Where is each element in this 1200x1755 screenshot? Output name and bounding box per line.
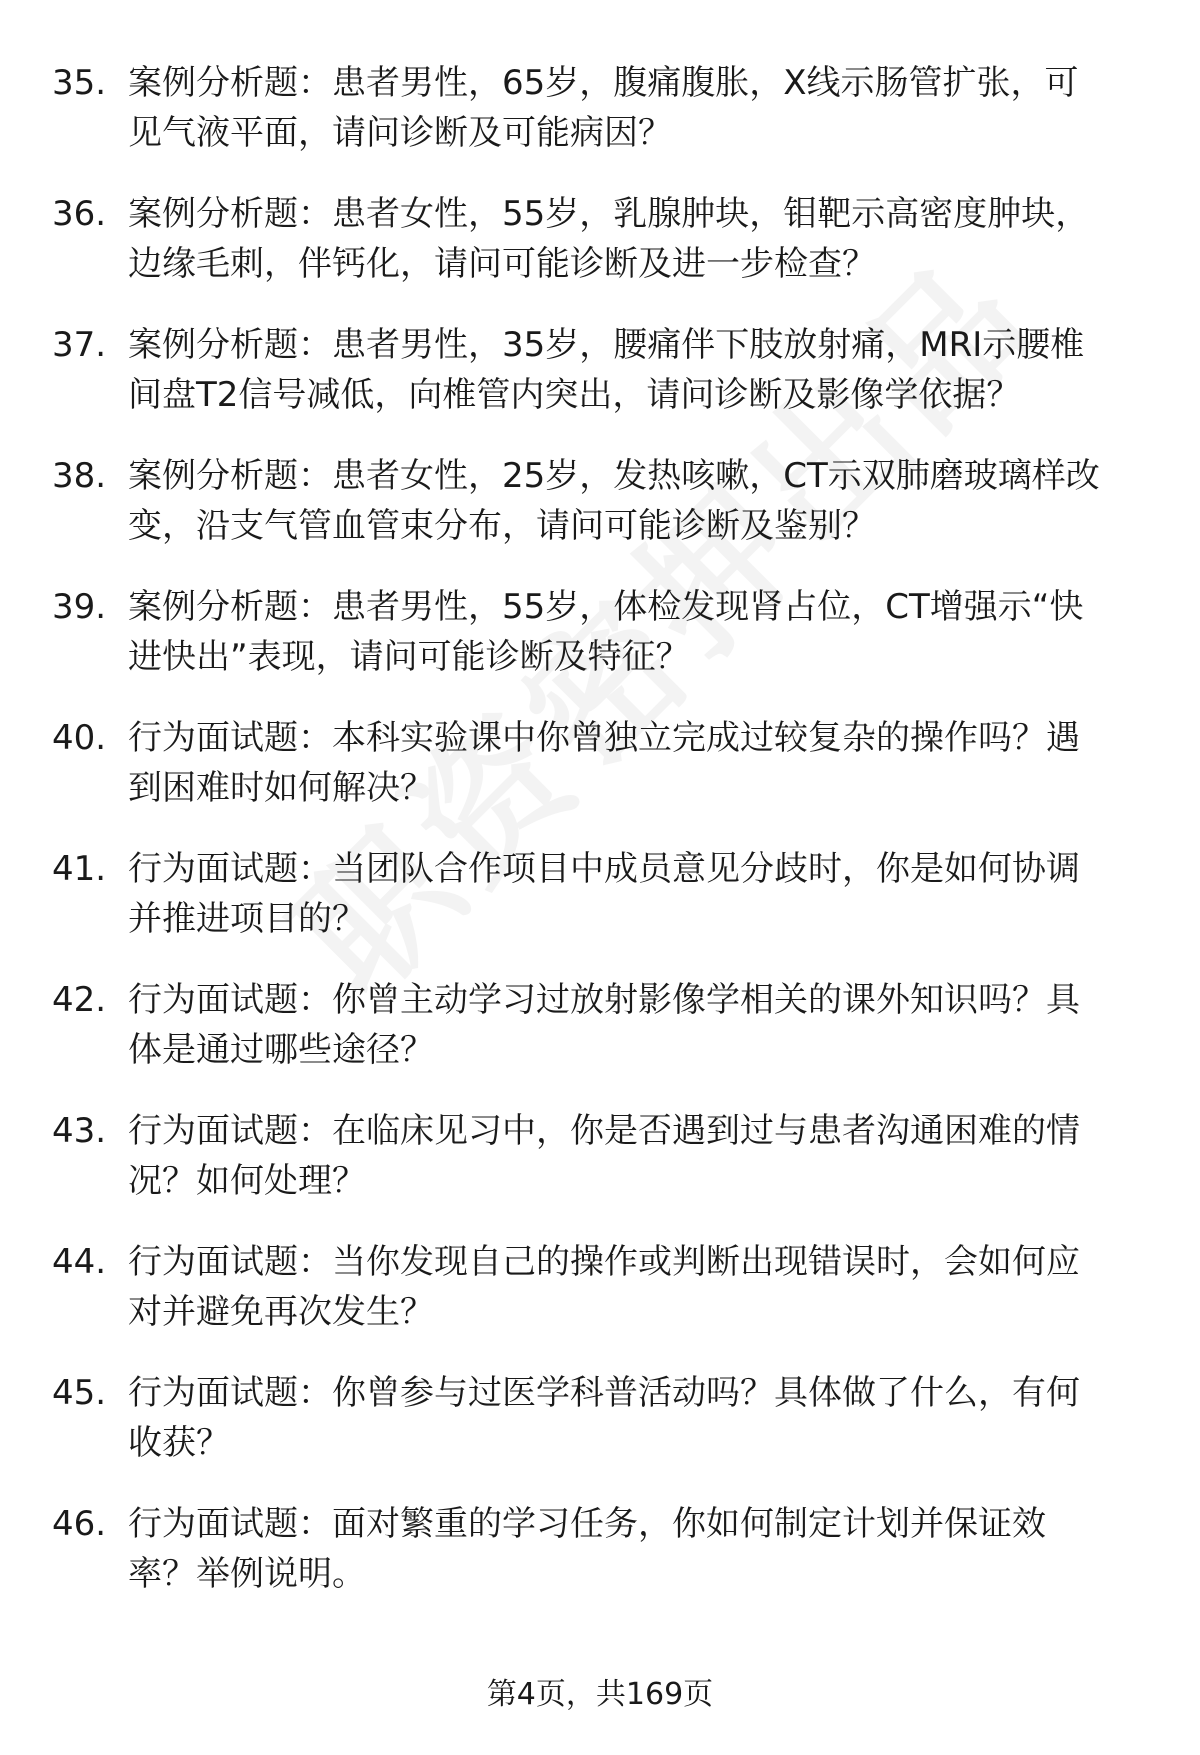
question-number: 38. [52,456,107,496]
page-number-label: 第4页，共169页 [486,1677,714,1712]
question-number: 37. [52,325,107,365]
question-item [0,1106,1200,1237]
question-text: 案例分析题：患者女性，25岁，发热咳嗽，CT示双肺磨玻璃样改 变，沿支气管血管束分布，请问可能诊断及鉴别？ [128,456,1100,546]
question-number: 45. [52,1373,107,1413]
question-item [0,1237,1200,1368]
question-item [0,1368,1200,1499]
question-text: 案例分析题：患者男性，55岁，体检发现肾占位，CT增强示“快 进快出”表现，请问可能诊断及特征？ [128,587,1084,677]
question-number: 39. [52,587,107,627]
question-text: 案例分析题：患者男性，65岁，腹痛腹胀，X线示肠管扩张，可 见气液平面，请问诊断及可能病因？ [128,63,1079,153]
page-footer [0,1675,1200,1715]
question-item [0,58,1200,189]
question-number: 35. [52,63,107,103]
question-number: 41. [52,849,107,889]
question-number: 44. [52,1242,107,1282]
question-list [0,58,1200,1630]
question-number: 40. [52,718,107,758]
question-text: 行为面试题：当团队合作项目中成员意见分歧时，你是如何协调 并推进项目的？ [128,849,1080,939]
question-text: 行为面试题：你曾主动学习过放射影像学相关的课外知识吗？具 体是通过哪些途径？ [128,980,1080,1070]
question-text: 行为面试题：面对繁重的学习任务，你如何制定计划并保证效 率？举例说明。 [128,1504,1046,1594]
question-item [0,844,1200,975]
question-item [0,189,1200,320]
question-item [0,713,1200,844]
question-text: 行为面试题：你曾参与过医学科普活动吗？具体做了什么，有何 收获？ [128,1373,1080,1463]
question-text: 案例分析题：患者女性，55岁，乳腺肿块，钼靶示高密度肿块， 边缘毛刺，伴钙化，请问可能诊断及进一步检查？ [128,194,1090,284]
question-text: 行为面试题：在临床见习中，你是否遇到过与患者沟通困难的情 况？如何处理？ [128,1111,1080,1201]
question-item [0,1499,1200,1630]
question-number: 42. [52,980,107,1020]
question-item [0,975,1200,1106]
question-text: 案例分析题：患者男性，35岁，腰痛伴下肢放射痛，MRI示腰椎 间盘T2信号减低，向椎管内突出，请问诊断及影像学依据？ [128,325,1085,415]
question-item [0,582,1200,713]
question-item [0,320,1200,451]
question-number: 36. [52,194,107,234]
question-text: 行为面试题：本科实验课中你曾独立完成过较复杂的操作吗？遇 到困难时如何解决？ [128,718,1080,808]
question-text: 行为面试题：当你发现自己的操作或判断出现错误时，会如何应 对并避免再次发生？ [128,1242,1080,1332]
question-number: 43. [52,1111,107,1151]
question-item [0,451,1200,582]
question-number: 46. [52,1504,107,1544]
